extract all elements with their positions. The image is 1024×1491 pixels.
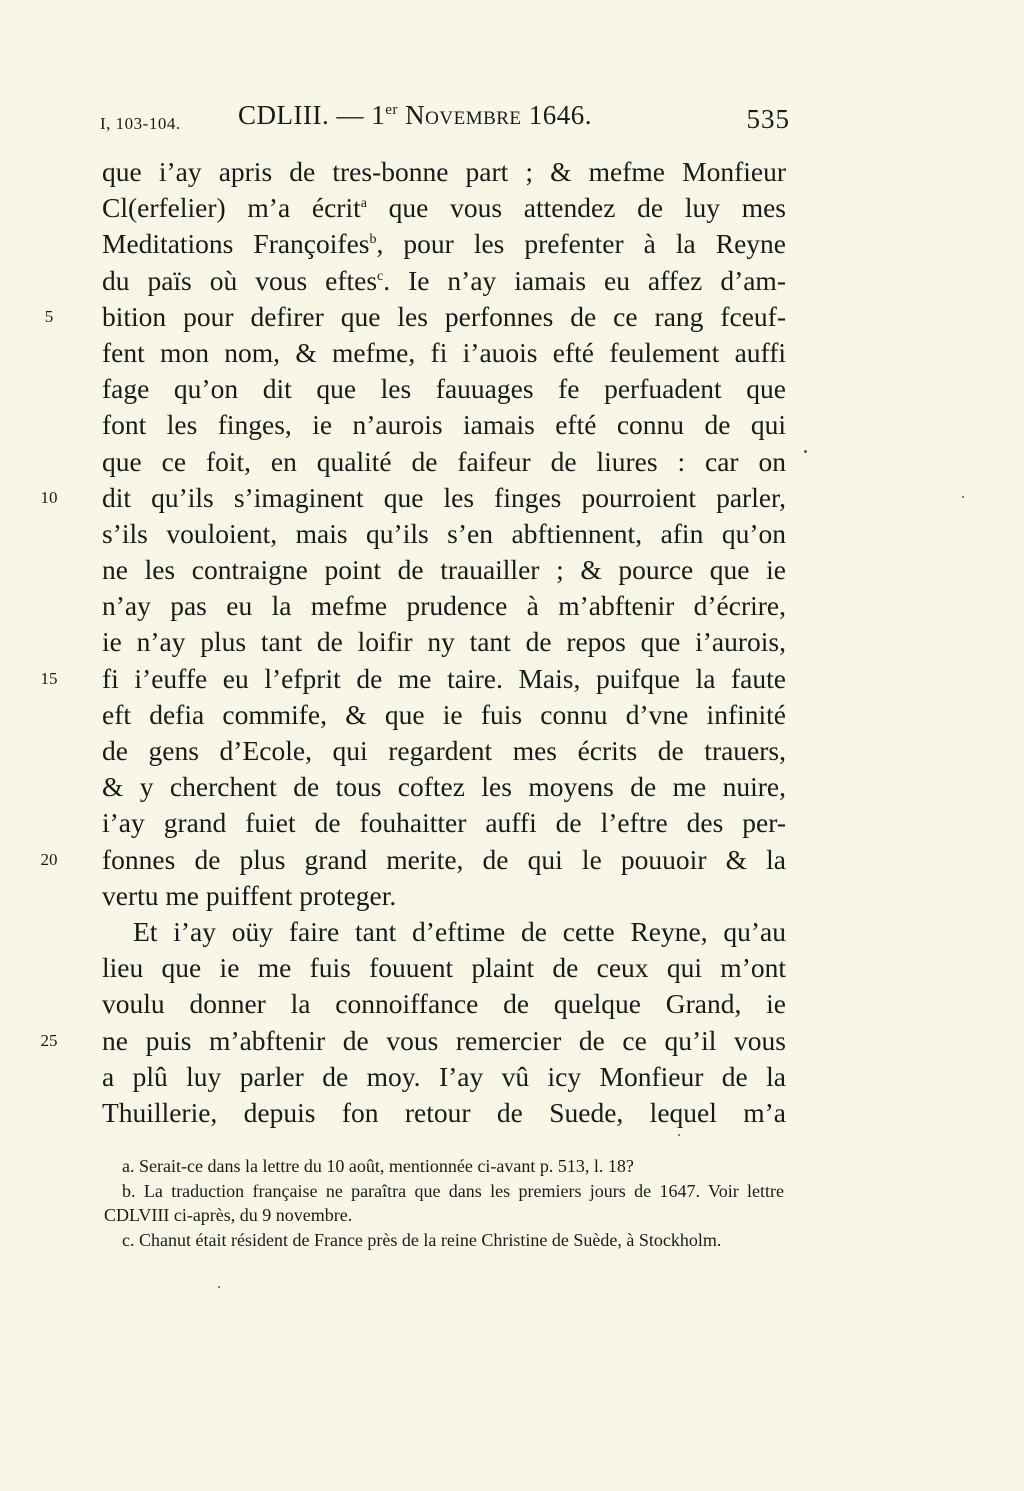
print-speck bbox=[218, 1286, 220, 1288]
line-text: s’ils vouloient, mais qu’ils s’en abftiennent, afin qu’on bbox=[102, 517, 786, 549]
print-speck bbox=[962, 496, 964, 498]
volume-reference: I, 103-104. bbox=[100, 114, 181, 133]
heading-month: Novembre bbox=[405, 100, 522, 130]
line-text: bition pour defirer que les perfonnes de ce rang fceuf- bbox=[102, 300, 786, 332]
text-line bbox=[102, 878, 786, 914]
line-text: Thuillerie, depuis fon retour de Suede, lequel m’a bbox=[102, 1096, 786, 1128]
footnote-marker: b bbox=[369, 232, 377, 248]
footnote-marker: c bbox=[377, 268, 384, 284]
line-text: font les finges, ie n’aurois iamais efté connu de qui bbox=[102, 409, 786, 441]
letter-body bbox=[40, 154, 786, 1131]
line-text-rest: . Ie n’ay iamais eu affez d’am- bbox=[383, 264, 786, 296]
text-line bbox=[102, 407, 786, 443]
text-line bbox=[102, 516, 786, 552]
footnote-label: a. bbox=[122, 1156, 135, 1176]
text-line bbox=[40, 1023, 786, 1059]
text-line bbox=[102, 733, 786, 769]
line-text: vertu me puiffent proteger. bbox=[102, 879, 397, 911]
text-line bbox=[102, 588, 786, 624]
line-text: Meditations Françoifes bbox=[102, 228, 370, 260]
text-line bbox=[102, 769, 786, 805]
footnote-label: c. bbox=[122, 1229, 135, 1250]
text-line bbox=[102, 444, 786, 480]
footnote bbox=[104, 1228, 784, 1253]
text-line bbox=[102, 697, 786, 733]
text-line bbox=[40, 842, 786, 878]
heading-superscript: er bbox=[385, 102, 398, 118]
line-number: 25 bbox=[40, 1030, 58, 1050]
line-text: n’ay pas eu la mefme prudence à m’abftenir d’écrire, bbox=[102, 590, 786, 622]
line-number: 20 bbox=[40, 849, 58, 869]
print-speck bbox=[678, 1134, 680, 1136]
footnote-text: Serait-ce dans la lettre du 10 août, mentionnée ci-avant p. 513, l. 18? bbox=[139, 1156, 634, 1176]
text-line bbox=[102, 624, 786, 660]
running-header bbox=[100, 100, 790, 144]
line-text: ne les contraigne point de trauailler ; & pource que ie bbox=[102, 554, 786, 586]
footnote-label: b. bbox=[122, 1180, 136, 1201]
text-line bbox=[102, 263, 786, 299]
heading-main: CDLIII. — 1 bbox=[238, 100, 386, 130]
line-text: dit qu’ils s’imaginent que les finges pourroient parler, bbox=[102, 481, 786, 513]
text-line bbox=[102, 914, 786, 950]
text-line bbox=[102, 1059, 786, 1095]
footnote bbox=[104, 1154, 784, 1179]
text-line bbox=[102, 154, 786, 190]
footnote-text: La traduction française ne paraîtra que dans les premiers jours de 1647. Voir lettre CDLVIII ci-après, du 9 novembre. bbox=[104, 1180, 785, 1225]
text-line bbox=[102, 950, 786, 986]
line-text: que ce foit, en qualité de faifeur de liures : car on bbox=[102, 445, 786, 477]
text-line bbox=[102, 226, 786, 262]
footnotes bbox=[104, 1154, 784, 1252]
line-number: 10 bbox=[40, 487, 58, 507]
letter-heading bbox=[238, 100, 592, 131]
line-text-rest: que vous attendez de luy mes bbox=[366, 192, 786, 224]
text-line bbox=[102, 805, 786, 841]
print-speck bbox=[804, 450, 807, 453]
line-text: lieu que ie me fuis fouuent plaint de ceux qui m’ont bbox=[102, 952, 786, 984]
line-text: a plû luy parler de moy. I’ay vû icy Monfieur de la bbox=[102, 1060, 786, 1092]
heading-year: 1646. bbox=[528, 100, 593, 130]
line-text: & y cherchent de tous coftez les moyens de me nuire, bbox=[102, 771, 786, 803]
text-line bbox=[102, 371, 786, 407]
line-text: i’ay grand fuiet de fouhaitter auffi de l’eftre des per- bbox=[102, 807, 786, 839]
line-number: 5 bbox=[44, 306, 54, 326]
text-line bbox=[40, 480, 786, 516]
line-text: fi i’euffe eu l’efprit de me taire. Mais, puifque la faute bbox=[102, 662, 786, 694]
line-number: 15 bbox=[40, 668, 58, 688]
line-text-rest: , pour les prefenter à la Reyne bbox=[376, 228, 786, 260]
line-text: ie n’ay plus tant de loifir ny tant de repos que i’aurois, bbox=[102, 626, 786, 658]
text-line bbox=[102, 335, 786, 371]
line-text: fage qu’on dit que les fauuages fe perfuadent que bbox=[102, 373, 786, 405]
footnote bbox=[104, 1179, 784, 1228]
line-text: fent mon nom, & mefme, fi i’auois efté feulement auffi bbox=[102, 336, 786, 368]
line-text: du païs où vous eftes bbox=[102, 264, 378, 296]
line-text: ne puis m’abftenir de vous remercier de ce qu’il vous bbox=[102, 1024, 786, 1056]
line-text: Cl(erfelier) m’a écrit bbox=[102, 192, 361, 224]
line-text: Et i’ay oüy faire tant d’eftime de cette Reyne, qu’au bbox=[133, 915, 786, 947]
text-line bbox=[40, 661, 786, 697]
footnote-text: Chanut était résident de France près de la reine Christine de Suède, à Stockholm. bbox=[139, 1229, 722, 1250]
text-line bbox=[44, 299, 786, 335]
text-line bbox=[102, 1095, 786, 1131]
text-line bbox=[102, 190, 786, 226]
line-text: eft defia commife, & que ie fuis connu d’vne infinité bbox=[102, 698, 786, 730]
line-text: fonnes de plus grand merite, de qui le pouuoir & la bbox=[102, 843, 786, 875]
text-line bbox=[102, 986, 786, 1022]
line-text: que i’ay apris de tres-bonne part ; & mefme Monfieur bbox=[102, 156, 786, 187]
page-number: 535 bbox=[746, 104, 790, 134]
text-line bbox=[102, 552, 786, 588]
line-text: de gens d’Ecole, qui regardent mes écrits de trauers, bbox=[102, 735, 786, 766]
line-text: voulu donner la connoiffance de quelque Grand, ie bbox=[102, 988, 786, 1020]
footnote-marker: a bbox=[360, 196, 367, 212]
